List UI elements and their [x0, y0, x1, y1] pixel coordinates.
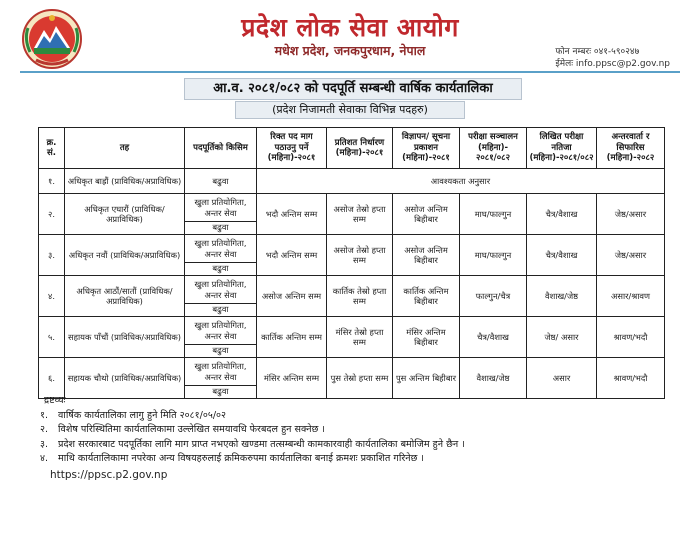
- table-row: [39, 194, 665, 235]
- table-row: [39, 169, 665, 194]
- table-header-row: [39, 128, 665, 169]
- cell-request: भदौ अन्तिम सम्म: [257, 235, 327, 276]
- cell-exam: चैत्र/वैशाख: [460, 317, 527, 358]
- cell-level: सहायक चौथो (प्राविधिक/अप्राविधिक): [65, 358, 185, 399]
- cell-level: अधिकृत बाह्रौं (प्राविधिक/अप्राविधिक): [65, 169, 185, 194]
- phone-number: फोन नम्बरः ०४१-५९०२४७: [555, 47, 640, 57]
- cell-result: वैशाख/जेष्ठ: [527, 276, 597, 317]
- cell-method: [185, 194, 257, 235]
- cell-advert: कार्तिक अन्तिम बिहीबार: [393, 276, 460, 317]
- table-row: [39, 276, 665, 317]
- cell-sn: ३.: [39, 235, 65, 276]
- cell-result: जेष्ठ/ असार: [527, 317, 597, 358]
- note-text: माथि कार्यतालिकामा नपरेका अन्य विषयहरुलाई क्रमिकरुपमा कार्यतालिका बनाई क्रमशः प्रकाशित गरिनेछ ।: [58, 453, 424, 464]
- cell-result: असार: [527, 358, 597, 399]
- cell-interview: असार/श्रावण: [597, 276, 665, 317]
- note-number: १.: [40, 409, 49, 421]
- header-divider: [20, 71, 680, 73]
- header: [0, 0, 700, 72]
- table-row: [39, 317, 665, 358]
- cell-interview: जेष्ठ/असार: [597, 235, 665, 276]
- cell-request: कार्तिक अन्तिम सम्म: [257, 317, 327, 358]
- cell-method: [185, 317, 257, 358]
- website-link[interactable]: https://ppsc.p2.gov.np: [50, 469, 168, 481]
- cell-sn: ५.: [39, 317, 65, 358]
- method-promotion: बढुवा: [212, 304, 229, 315]
- cell-level: अधिकृत एघारौं (प्राविधिक/अप्राविधिक): [65, 194, 185, 235]
- method-promotion: बढुवा: [212, 263, 229, 274]
- cell-percent: पुस तेस्रो हप्ता सम्म: [327, 358, 393, 399]
- cell-level: अधिकृत आठौं/सातौं (प्राविधिक/अप्राविधिक): [65, 276, 185, 317]
- cell-percent: मंसिर तेस्रो हप्ता सम्म: [327, 317, 393, 358]
- col-header-result: लिखित परीक्षा नतिजा (महिना)-२०८१/०८२: [527, 128, 597, 169]
- note-item: [40, 452, 670, 467]
- method-promotion: बढुवा: [212, 222, 229, 233]
- cell-interview: जेष्ठ/असार: [597, 194, 665, 235]
- table-row: [39, 358, 665, 399]
- cell-sn: २.: [39, 194, 65, 235]
- method-open: खुला प्रतियोगिता, अन्तर सेवा: [185, 236, 256, 263]
- contact-info: [555, 46, 670, 70]
- recruitment-schedule-table: [38, 127, 665, 399]
- col-header-level: तह: [65, 128, 185, 169]
- method-open: खुला प्रतियोगिता, अन्तर सेवा: [185, 195, 256, 222]
- note-text: प्रदेश सरकारबाट पदपूर्तिका लागि माग प्राप्त नभएको खण्डमा तत्सम्बन्धी कामकारवाही कार्यतालिका बमोजिम हुने छैन ।: [58, 438, 465, 450]
- method-promotion: बढुवा: [212, 345, 229, 356]
- col-header-percent: प्रतिशत निर्धारण (महिना)-२०८१: [327, 128, 393, 169]
- col-header-exam: परीक्षा सञ्चालन (महिना)- २०८१/०८२: [460, 128, 527, 169]
- cell-as-needed: आवश्यकता अनुसार: [257, 169, 665, 194]
- email-address: ईमेलः info.ppsc@p2.gov.np: [555, 59, 670, 69]
- notes-section: [40, 394, 670, 467]
- table-row: [39, 235, 665, 276]
- cell-percent: असोज तेस्रो हप्ता सम्म: [327, 235, 393, 276]
- note-item: [40, 409, 670, 424]
- note-number: २.: [40, 424, 49, 435]
- col-header-interview: अन्तरवार्ता र सिफारिस (महिना)-२०८२: [597, 128, 665, 169]
- method-open: खुला प्रतियोगिता, अन्तर सेवा: [185, 359, 256, 386]
- cell-exam: फाल्गुन/चैत्र: [460, 276, 527, 317]
- note-text: वार्षिक कार्यतालिका लागु हुने मिति २०८१/०५/०२: [58, 409, 227, 421]
- cell-percent: असोज तेस्रो हप्ता सम्म: [327, 194, 393, 235]
- cell-level: सहायक पाँचौं (प्राविधिक/अप्राविधिक): [65, 317, 185, 358]
- method-open: खुला प्रतियोगिता, अन्तर सेवा: [185, 318, 256, 345]
- org-address: मधेश प्रदेश, जनकपुरधाम, नेपाल: [274, 43, 426, 58]
- cell-advert: असोज अन्तिम बिहीबार: [393, 235, 460, 276]
- cell-interview: श्रावण/भदौ: [597, 317, 665, 358]
- col-header-method: पदपूर्तिको किसिम: [185, 128, 257, 169]
- cell-advert: मंसिर अन्तिम बिहीबार: [393, 317, 460, 358]
- cell-exam: वैशाख/जेष्ठ: [460, 358, 527, 399]
- cell-sn: १.: [39, 169, 65, 194]
- note-item: [40, 438, 670, 453]
- schedule-title: आ.व. २०८१/०८२ को पदपूर्ति सम्बन्धी वार्षिक कार्यतालिका: [184, 78, 522, 100]
- cell-result: चैत्र/वैशाख: [527, 235, 597, 276]
- cell-advert: असोज अन्तिम बिहीबार: [393, 194, 460, 235]
- schedule-subtitle: (प्रदेश निजामती सेवाका विभिन्न पदहरु): [235, 101, 465, 119]
- cell-method: [185, 276, 257, 317]
- org-title: प्रदेश लोक सेवा आयोग: [241, 13, 459, 42]
- cell-method: [185, 358, 257, 399]
- cell-result: चैत्र/वैशाख: [527, 194, 597, 235]
- note-number: ३.: [40, 438, 49, 450]
- notes-heading: द्रष्टव्यः: [44, 395, 66, 406]
- col-header-request: रिक्त पद माग पठाउनु पर्ने (महिना)-२०८१: [257, 128, 327, 169]
- note-text: विशेष परिस्थितिमा कार्यतालिकामा उल्लेखित समयावधि फेरबदल हुन सक्नेछ ।: [58, 424, 326, 435]
- cell-request: भदौ अन्तिम सम्म: [257, 194, 327, 235]
- cell-exam: माघ/फाल्गुन: [460, 235, 527, 276]
- col-header-advert: विज्ञापन/ सूचना प्रकाशन (महिना)-२०८१: [393, 128, 460, 169]
- cell-request: असोज अन्तिम सम्म: [257, 276, 327, 317]
- note-number: ४.: [40, 453, 49, 464]
- cell-sn: ४.: [39, 276, 65, 317]
- cell-exam: माघ/फाल्गुन: [460, 194, 527, 235]
- cell-advert: पुस अन्तिम बिहीबार: [393, 358, 460, 399]
- cell-method: [185, 235, 257, 276]
- cell-level: अधिकृत नवौं (प्राविधिक/अप्राविधिक): [65, 235, 185, 276]
- note-item: [40, 423, 670, 438]
- method-promotion: बढुवा: [212, 386, 229, 397]
- cell-request: मंसिर अन्तिम सम्म: [257, 358, 327, 399]
- method-open: खुला प्रतियोगिता, अन्तर सेवा: [185, 277, 256, 304]
- col-header-sn: क्र. सं.: [39, 128, 65, 169]
- cell-interview: श्रावण/भदौ: [597, 358, 665, 399]
- cell-method: बढुवा: [185, 169, 257, 194]
- cell-percent: कार्तिक तेस्रो हप्ता सम्म: [327, 276, 393, 317]
- cell-sn: ६.: [39, 358, 65, 399]
